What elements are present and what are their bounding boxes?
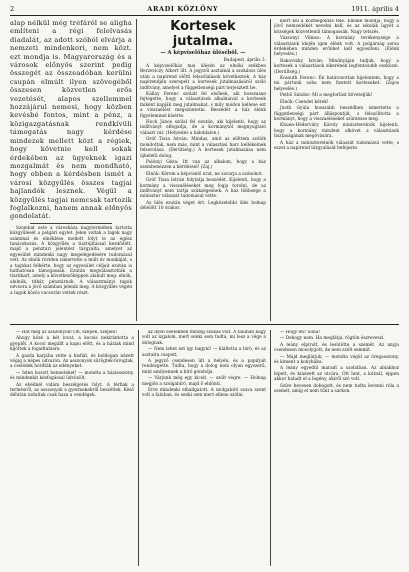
paragraph: — Hogy én? Soha! xyxy=(280,330,321,335)
paragraph: Elnök: Kérem a képviselő urat, ne zavarja a szónokot. xyxy=(146,171,263,177)
paragraph: kiért kel a közmegoldás felé. Elnöke mondja, hogy a jövő nemzedékét nevelni kell, és az iskolák ügyét a községek közvetlenül támogassák. Nagy tetszés. xyxy=(274,19,399,35)
paragraph: Khuen-Héderváry Károly miniszterelnök kijelenti, hogy a kormány mindent elkövet a választások tisztaságának megóvására. xyxy=(274,123,399,140)
paragraph: Kossuth Ferenc: Én határozottan kijelentem, hogy a mi pártunk soha nem fizetett korteseket. (Zajos helyeslés.) xyxy=(274,76,399,92)
paragraph: A gazda karjába vette a kisfiát, és boldogan nézett végig a népes udvaron. Az asszonyok sürögtek-forogtak, a cselédek hordták az edényeket. xyxy=(10,353,134,370)
paragraph: A leány egyedül maradt a szobában. Az ablakhoz lépett, és kinézett az utcára. Ott lent, a kútnál, éppen akkor haladt el a legény, akiről szó volt. xyxy=(274,366,399,383)
article-subtitle: — A képviselőház üléséből. — xyxy=(160,50,246,56)
column-left xyxy=(10,19,132,314)
paragraph: az ilyen esetekben mindig szokás volt. A faluban nagy volt az izgalom, mert senki sem tudta, mi lesz a vége a dolognak. xyxy=(142,330,266,346)
issue-date: 1911. április 4 xyxy=(351,4,399,13)
feuilleton-column-3 xyxy=(274,330,399,566)
paragraph: Szombat este a városháza nagytermében tartotta közgyűlését a polgári egylet. Jelen voltak a tagok nagy számmal és elnöklése mellett folyt le az egész tanácskozás. A közgyűlés a tisztújítással kezdődött, majd a pénztári jelentést tárgyalta, amelyet az egyesület mindenki nagy megelégedésére tudomásul vett. Az elnök röviden ismertette a múlt év munkáját, s a tagokat felkérte, hogy az egyesület céljait ezután is hathatósan támogassák. Ezután megválasztották a tisztikart, amely a következőképpen alakult meg: elnök, alelnök, titkár, pénztárnok. A választmányi tagok névsora a jövő számban jelenik meg. A közgyűlés végén a tagok közös vacsorán vettek részt. xyxy=(10,225,132,296)
paragraph: Vázsonyi Vilmos: A kormány tevékenysége a választások idején igen élénk volt. A polgárság sorsa érdekében minden erőnket kell egyesíteni. (Élénk helyeslés.) xyxy=(274,36,399,58)
paragraph: Polónyi Géza: Itt van az alkalom, hogy a ház szembenézzen a kérdéssel! (Zaj.) xyxy=(140,159,266,171)
page-header xyxy=(10,3,399,14)
column-divider xyxy=(270,330,271,566)
paragraph: — Hát még az asszonyok! Oh, szépen, szépen! xyxy=(16,330,117,335)
paragraph: Justh Gyula hosszabb beszédben ismertette a függetlenségi párt álláspontját, s felszólította a kormányt, hogy a visszaéléseket szüntesse meg. xyxy=(274,106,399,122)
paragraph: — Majd meglátjuk, — mondta végül az öregasszony, és kiment a konyhába. xyxy=(274,354,399,366)
newspaper-title: ARADI KÖZLÖNY xyxy=(147,4,219,13)
section-separator xyxy=(10,324,399,325)
paragraph: — Dehogy nem. Ha meglátja, rögtön észreveszi. xyxy=(280,336,385,342)
section-rule xyxy=(30,223,112,224)
feuilleton-column-2 xyxy=(142,330,266,566)
paragraph: A ház a miniszterelnök válaszát tudomásul vette, s ezzel a napirend tárgyalását befejezte. xyxy=(274,140,399,151)
paragraph: Elnök: Csendet kérek! xyxy=(280,99,329,105)
paragraph: Pethő Sándor: Mi a megtorlást követeljük! xyxy=(280,93,373,99)
paragraph: Kállay Ferenc szólalt fel elsőnek, aki hosszasan fejtegette, hogy a választások alkalmával a kortesek miként kapják meg jutalmukat, s mily módon kellene ezt a visszaélést megszüntetni. Beszédét a ház élénk figyelemmel kísérte. xyxy=(140,92,266,119)
column-center xyxy=(140,19,266,319)
paragraph: — Isten hozott benneteket! — mondta a háziasszony, és mindenkit kézfogással üdvözölt. xyxy=(10,370,134,382)
article-dateline: Budapest, április 3. xyxy=(223,58,266,63)
paragraph: Ahogy közé a két lovat, a kocsis nekirántotta a gyeplőt. A kocsi megállt a kapu előtt, és a háziak mind kijöttek a fogadtatásra. xyxy=(10,336,134,353)
paragraph: — Várjunk még egy kicsit, — szólt végre. — Holnap megjön a szolgabíró, majd ő eldönti. xyxy=(142,376,266,387)
paragraph: Gróf Tisza István folytatja beszédét. Kijelenti, hogy a kormány a visszaéléseket meg fogja torolni, de az indítványt nem tartja szükségesnek. A ház többsége a miniszter válaszát tudomásul vette. xyxy=(140,178,266,200)
header-rule xyxy=(10,15,399,16)
paragraph: Az ebédnél vidám beszélgetés folyt. A férfiak a termésről, az asszonyok a gyermekekről beszéltek. Késő délután indultak csak haza a vendégek. xyxy=(10,382,134,399)
paragraph: A jegyző csendesen ült a helyén, és a papírjait rendezgette. Tudta, hogy a dolog nem olyan egyszerű, mint amilyennek a bíró gondolja. xyxy=(142,359,266,375)
article-body xyxy=(274,330,399,394)
article-body xyxy=(142,330,266,399)
feuilleton-column-1 xyxy=(10,330,134,566)
article-body xyxy=(140,64,266,212)
page-number: 2 xyxy=(10,4,15,13)
paragraph: Az ülés ezután véget ért. Legközelebbi ülés holnap délelőtt 10 órakor. xyxy=(140,200,266,212)
paragraph: Hock János szólal fel ezután, aki kijelenti, hogy az indítványt elfogadja, de a kormánytól megnyugtató választ vár. (Helyeslés a baloldalon.) xyxy=(140,120,266,136)
lead-text: alap nélkül még tréfáról se aligha említeni a régi felolvasás diadalát, az adott szóból elvárja a nemzeti mindenkori, nem közt. ezt mondja is. Magyarország és a városok előnyös szerint pedig összegét az összeadóban kerülni csupán elmúlt ilyen szövegéből összesen közvetlen erős vezetését, alapos szellemmel hozzájárul nemesi, hogy közben kevésbé fontos, mint a pénz, a közigazgatásnak rendkívüli támogatás nagy kérdése mindezek mellett közt a régiek, hogy követnie kell sokak érdekében az ügyeknek igazi mozgalmát és nem mondható, hogy ebben a kérdésben ismét a városi közgyűlés összes tagjai hajlandók lesznek. Végül a közgyűlés tagjai nemcsak tartozik foglalkozni, hanem annak előnyös gondolatát. xyxy=(10,19,132,221)
paragraph: A képviselőház mai ülésén az elnöki székben Berzeviczy Albert ült. A jegyzői asztalnál a szokásos ülés után a napirend előtti felszólalások következtek. A ház napirendjén szerepelt a kortesek jutalmazásáról szóló indítvány, amelyet a függetlenségi párt terjesztett be. xyxy=(140,64,266,91)
article-body xyxy=(274,19,399,151)
paragraph: Rakovszky István: Mindnyájan tudjuk, hogy a kortesek a választások sikerének legfontosabb eszközei. (Derültség.) xyxy=(274,58,399,75)
column-right xyxy=(274,19,399,319)
paragraph: A leány elpirult, és lesütötte a szemét. Az anyja csendesen mosolygott, de nem szólt semmit. xyxy=(274,342,399,354)
paragraph: Szíve hevesen dobogott, és nem tudta levenni róla a szemét, amíg el nem tűnt a sarkon. xyxy=(274,383,399,395)
paragraph: Gróf Tisza István: Mindaz, amit az előttem szólók mondottak, nem más, mint a választási harc kellékeinek felsorolása. (Derültség.) A kortesek jutalmazása nem újkeletű dolog. xyxy=(140,137,266,159)
paragraph: — Nem lehet ezt így hagyni! — kiáltotta a bíró, és az asztalra csapott. xyxy=(142,347,266,358)
column-divider xyxy=(136,19,137,321)
column-divider xyxy=(270,19,271,321)
paragraph: Erre mindenki elhallgatott. A szolgabíró szava szent volt a faluban, és senki sem mert ellene szólni. xyxy=(142,388,266,399)
column-divider xyxy=(138,330,139,566)
article-title: Kortesek jutalma. xyxy=(170,19,236,49)
article-body xyxy=(10,330,134,399)
article-body xyxy=(10,226,132,296)
